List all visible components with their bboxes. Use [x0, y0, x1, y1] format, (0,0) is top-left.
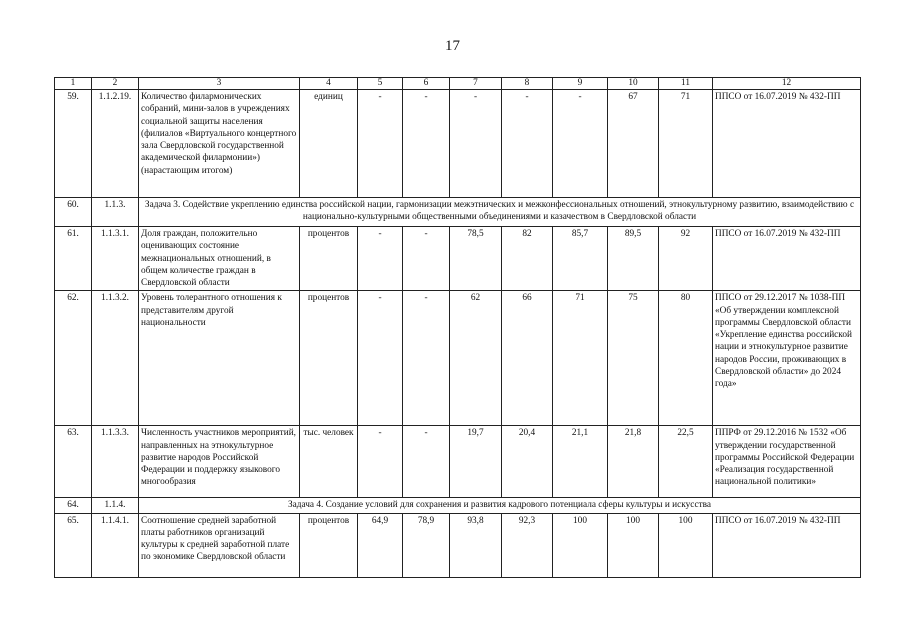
value-col5: -	[358, 227, 403, 291]
row-number: 63.	[55, 426, 92, 498]
indicators-table	[54, 77, 861, 578]
value-col5: -	[358, 426, 403, 498]
value-col11: 22,5	[659, 426, 713, 498]
value-col11: 71	[659, 90, 713, 198]
indicator-code: 1.1.3.	[92, 198, 139, 227]
value-col9: -	[553, 90, 608, 198]
table-row	[55, 513, 861, 577]
value-col11: 92	[659, 227, 713, 291]
value-col5: -	[358, 90, 403, 198]
column-header: 2	[92, 78, 139, 90]
value-col9: 85,7	[553, 227, 608, 291]
task-title: Задача 4. Создание условий для сохранения и развития кадрового потенциала сферы культуры и искусства	[139, 498, 861, 513]
table-row	[55, 227, 861, 291]
value-col10: 75	[608, 291, 659, 426]
value-col8: 66	[502, 291, 553, 426]
row-number: 64.	[55, 498, 92, 513]
column-header: 8	[502, 78, 553, 90]
value-col7: 93,8	[450, 513, 502, 577]
task-row	[55, 498, 861, 513]
value-col7: 62	[450, 291, 502, 426]
indicator-name: Доля граждан, положительно оценивающих состояние межнациональных отношений, в общем количестве граждан в Свердловской области	[139, 227, 300, 291]
column-header: 12	[713, 78, 861, 90]
value-col9: 71	[553, 291, 608, 426]
indicator-code: 1.1.4.	[92, 498, 139, 513]
source-document: ППРФ от 29.12.2016 № 1532 «Об утверждении государственной программы Российской Федерации «Реализация государственной национальной политики»	[713, 426, 861, 498]
task-title: Задача 3. Содействие укреплению единства российской нации, гармонизации межэтнических и межконфессиональных отношений, этнокультурному развитию, взаимодействию с национально-культурными общественными объединениями и казачеством в Свердловской области	[139, 198, 861, 227]
value-col10: 21,8	[608, 426, 659, 498]
row-number: 60.	[55, 198, 92, 227]
indicator-code: 1.1.3.2.	[92, 291, 139, 426]
value-col6: -	[403, 291, 450, 426]
value-col8: 92,3	[502, 513, 553, 577]
unit: тыс. человек	[300, 426, 358, 498]
column-header: 6	[403, 78, 450, 90]
value-col8: 82	[502, 227, 553, 291]
row-number: 62.	[55, 291, 92, 426]
column-header: 5	[358, 78, 403, 90]
value-col6: 78,9	[403, 513, 450, 577]
indicator-name: Количество филармонических собраний, мини-залов в учреждениях социальной защиты населения (филиалов «Виртуального концертного зала Свердловской государственной академической филармонии») (нарастающим итогом)	[139, 90, 300, 198]
unit: процентов	[300, 227, 358, 291]
indicator-code: 1.1.2.19.	[92, 90, 139, 198]
indicator-name: Уровень толерантного отношения к представителям другой национальности	[139, 291, 300, 426]
column-header: 3	[139, 78, 300, 90]
source-document: ППСО от 16.07.2019 № 432-ПП	[713, 513, 861, 577]
column-header: 7	[450, 78, 502, 90]
table-row	[55, 291, 861, 426]
value-col9: 21,1	[553, 426, 608, 498]
column-header: 10	[608, 78, 659, 90]
table-row	[55, 426, 861, 498]
value-col8: 20,4	[502, 426, 553, 498]
unit: процентов	[300, 291, 358, 426]
indicator-code: 1.1.4.1.	[92, 513, 139, 577]
row-number: 59.	[55, 90, 92, 198]
value-col5: 64,9	[358, 513, 403, 577]
value-col9: 100	[553, 513, 608, 577]
value-col7: 78,5	[450, 227, 502, 291]
page-number: 17	[445, 38, 460, 54]
column-header: 1	[55, 78, 92, 90]
value-col5: -	[358, 291, 403, 426]
value-col6: -	[403, 227, 450, 291]
row-number: 61.	[55, 227, 92, 291]
value-col7: 19,7	[450, 426, 502, 498]
task-row	[55, 198, 861, 227]
table-row	[55, 90, 861, 198]
value-col11: 80	[659, 291, 713, 426]
indicator-name: Численность участников мероприятий, направленных на этнокультурное развитие народов Российской Федерации и поддержку языкового многообразия	[139, 426, 300, 498]
value-col8: -	[502, 90, 553, 198]
row-number: 65.	[55, 513, 92, 577]
column-header: 4	[300, 78, 358, 90]
value-col6: -	[403, 426, 450, 498]
column-header: 9	[553, 78, 608, 90]
value-col10: 67	[608, 90, 659, 198]
value-col6: -	[403, 90, 450, 198]
column-header: 11	[659, 78, 713, 90]
source-document: ППСО от 16.07.2019 № 432-ПП	[713, 90, 861, 198]
value-col11: 100	[659, 513, 713, 577]
value-col7: -	[450, 90, 502, 198]
source-document: ППСО от 29.12.2017 № 1038-ПП «Об утверждении комплексной программы Свердловской области «Укрепление единства российской нации и этнокультурное развитие народов России, проживающих в Свердловской области» до 2024 года»	[713, 291, 861, 426]
indicator-code: 1.1.3.1.	[92, 227, 139, 291]
indicator-name: Соотношение средней заработной платы работников организаций культуры к средней заработной плате по экономике Свердловской области	[139, 513, 300, 577]
unit: единиц	[300, 90, 358, 198]
value-col10: 100	[608, 513, 659, 577]
value-col10: 89,5	[608, 227, 659, 291]
unit: процентов	[300, 513, 358, 577]
source-document: ППСО от 16.07.2019 № 432-ПП	[713, 227, 861, 291]
column-number-row	[55, 78, 861, 90]
indicator-code: 1.1.3.3.	[92, 426, 139, 498]
